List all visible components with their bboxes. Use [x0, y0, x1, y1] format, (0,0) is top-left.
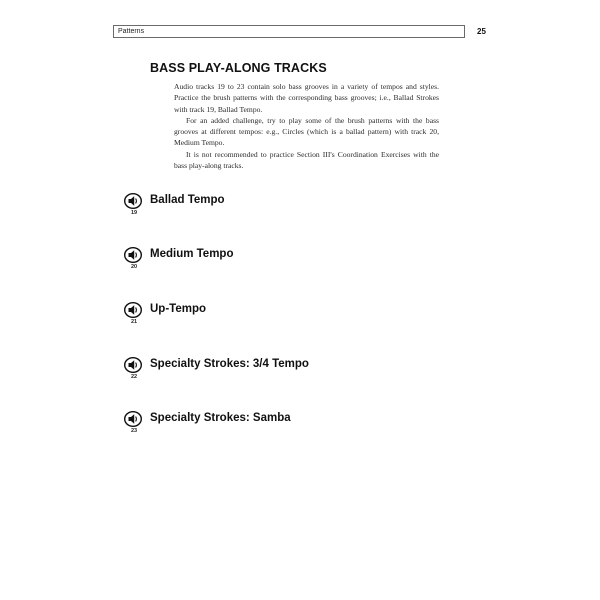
track-title: Specialty Strokes: Samba	[150, 412, 291, 424]
track-item	[124, 302, 464, 326]
speaker-icon	[124, 193, 142, 209]
track-number: 20	[130, 264, 138, 270]
track-title: Ballad Tempo	[150, 194, 225, 206]
page-number: 25	[477, 27, 486, 36]
speaker-icon	[124, 302, 142, 318]
track-item	[124, 411, 464, 435]
speaker-icon	[124, 357, 142, 373]
track-title: Specialty Strokes: 3/4 Tempo	[150, 358, 309, 370]
paragraph: For an added challenge, try to play some of the brush patterns with the bass grooves at different tempos: e.g., Circles (which is a ballad pattern) with track 20, Medium Tempo.	[174, 115, 439, 148]
section-body	[174, 81, 439, 171]
speaker-icon	[124, 411, 142, 427]
track-number: 21	[130, 319, 138, 325]
track-item	[124, 247, 464, 271]
paragraph: It is not recommended to practice Section III's Coordination Exercises with the bass play-along tracks.	[174, 149, 439, 171]
running-head: Patterns	[118, 28, 145, 35]
track-title: Medium Tempo	[150, 248, 234, 260]
section-title: BASS PLAY-ALONG TRACKS	[150, 61, 327, 75]
speaker-icon	[124, 247, 142, 263]
track-number: 19	[130, 210, 138, 216]
track-title: Up-Tempo	[150, 303, 207, 315]
track-number: 23	[130, 428, 138, 434]
track-item	[124, 357, 464, 381]
running-head-box	[113, 25, 465, 38]
track-item	[124, 193, 464, 217]
track-number: 22	[130, 374, 138, 380]
paragraph: Audio tracks 19 to 23 contain solo bass grooves in a variety of tempos and styles. Practice the brush patterns with the corresponding bass grooves; i.e., Ballad Strokes with track 19, Ballad Tempo.	[174, 82, 439, 114]
